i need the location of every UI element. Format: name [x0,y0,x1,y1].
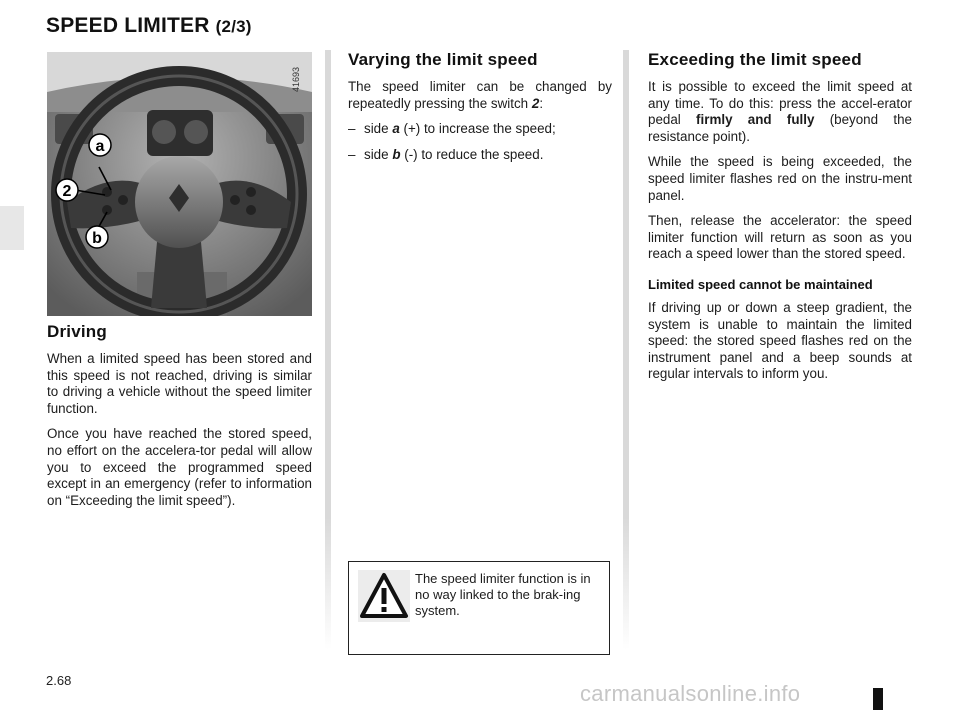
callout-2: 2 [62,183,72,200]
exceeding-emphasis: firmly and fully [696,112,815,128]
callout-b: b [92,230,102,247]
steering-wheel-illustration [47,52,312,316]
page-title-suffix: (2/3) [215,17,252,36]
page-title [46,14,252,38]
list-dash: – [348,146,356,162]
chapter-tab [0,206,24,250]
exceeding-paragraph-2: While the speed is being exceeded, the speed limiter flashes red on the instru-ment panel. [648,154,912,203]
varying-paragraph-end: : [539,95,544,111]
watermark: carmanualsonline.info [580,681,801,706]
list-dash: – [348,121,356,137]
list-item-post: (+) to increase the speed; [403,121,556,137]
list-item [348,147,612,164]
page-number: 2.68 [46,673,72,688]
exceeding-paragraph-1 [648,79,912,145]
varying-paragraph-text: The speed limiter can be changed by repeatedly pressing the switch [348,79,612,111]
varying-section [348,50,612,172]
list-item-post: (-) to reduce the speed. [404,146,544,162]
list-item [348,121,612,138]
warning-text: The speed limiter function is in no way linked to the brak-ing system. [415,571,591,618]
footer-mark [873,688,883,710]
figure-ref-number: 41693 [291,66,301,92]
side-ref: b [392,146,401,162]
exceeding-paragraph-1-post: (beyond the resistance point). [648,112,912,144]
warning-box [348,561,610,655]
list-item-pre: side [364,146,389,162]
column-divider-right [623,50,629,650]
exceeding-paragraph-3: Then, release the accelerator: the speed limiter function will return as soon as you reach a speed lower than the stored speed. [648,213,912,262]
driving-paragraph-1: When a limited speed has been stored and this speed is not reached, driving is similar to driving a vehicle without the speed limiter function. [47,351,312,416]
varying-paragraph [348,79,612,112]
column-divider-left [325,50,331,650]
exceeding-section [648,50,912,392]
exceeding-heading: Exceeding the limit speed [648,50,862,69]
list-item-pre: side [364,121,389,137]
cannot-maintain-subheading: Limited speed cannot be maintained [648,276,873,292]
driving-section [47,322,312,518]
exceeding-paragraph-1-pre: It is possible to exceed the limit speed at any time. To do this: press the accel-erator pedal [648,79,912,128]
callout-a: a [95,138,105,155]
varying-heading: Varying the limit speed [348,50,538,69]
driving-heading: Driving [47,322,107,341]
warning-triangle-icon [358,570,410,622]
steering-wheel-photo [47,52,312,316]
side-ref: a [392,121,400,137]
page-title-text: SPEED LIMITER [46,14,210,37]
switch-ref: 2 [531,95,540,111]
exceeding-paragraph-4: If driving up or down a steep gradient, the system is unable to maintain the limited speed: the stored speed flashes red on the instrument panel and a beep sounds at regular intervals to inform you. [648,299,912,382]
driving-paragraph-2: Once you have reached the stored speed, no effort on the accelera-tor pedal will allow you to exceed the programmed speed except in an emergency (refer to information on “Exceeding the limit speed”). [47,426,312,508]
